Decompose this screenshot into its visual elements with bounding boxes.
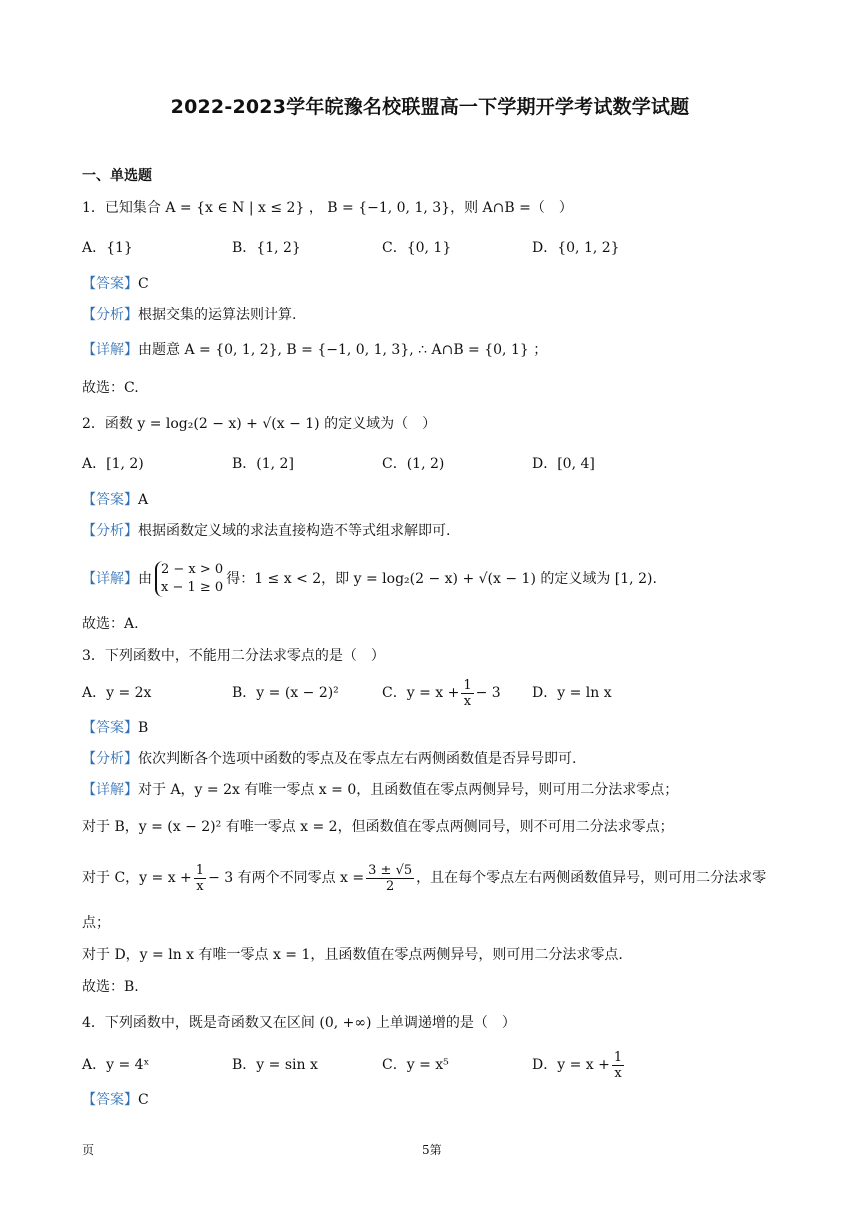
q1-option-a: A．{1} [82, 240, 133, 256]
fraction [612, 1050, 624, 1081]
analysis-tag: 【分析】 [82, 751, 138, 767]
detail-tag: 【详解】 [82, 571, 138, 587]
answer-tag: 【答案】 [82, 1092, 138, 1108]
q3-option-d: D．y = ln x [532, 685, 612, 701]
q1-conclusion: 故选：C. [82, 380, 139, 396]
q1-analysis [82, 305, 296, 325]
q4-stem: 4．下列函数中，既是奇函数又在区间 (0, +∞) 上单调递增的是（ ） [82, 1015, 516, 1031]
q3-answer [82, 718, 148, 738]
detail-text: − 3 有两个不同零点 x = [208, 870, 365, 886]
page-title: 2022-2023学年皖豫名校联盟高一下学期开学考试数学试题 [170, 96, 690, 118]
section-heading: 一、单选题 [82, 168, 152, 184]
q2-option-a: A．[1, 2) [82, 456, 144, 472]
q4-answer [82, 1090, 149, 1110]
q3-detail-a [82, 780, 678, 800]
answer-tag: 【答案】 [82, 492, 138, 508]
denominator: x [614, 1065, 622, 1081]
analysis-text: 根据函数定义域的求法直接构造不等式组求解即可. [138, 523, 451, 539]
q3-option-a: A．y = 2x [82, 685, 152, 701]
numerator: 1 [463, 677, 472, 693]
q2-detail [82, 558, 657, 600]
q3-stem: 3．下列函数中，不能用二分法求零点的是（ ） [82, 648, 385, 664]
answer-value: C [138, 1092, 149, 1108]
detail-text: 对于 A，y = 2x 有唯一零点 x = 0，且函数值在零点两侧异号，则可用二分法求零点； [138, 782, 679, 798]
q1-option-c: C．{0, 1} [382, 240, 452, 256]
q2-analysis [82, 521, 450, 541]
option-text: − 3 [475, 685, 501, 701]
q3-detail-c [82, 856, 766, 900]
q3-conclusion: 故选：B. [82, 979, 139, 995]
q1-option-b: B．{1, 2} [232, 240, 301, 256]
q3-option-b: B．y = (x − 2)² [232, 685, 339, 701]
q2-conclusion: 故选：A. [82, 616, 139, 632]
q3-analysis [82, 749, 576, 769]
fraction [194, 863, 206, 894]
fraction [461, 678, 473, 709]
q4-option-a: A．y = 4ˣ [82, 1057, 150, 1073]
option-text: D．y = x + [532, 1057, 610, 1073]
numerator: 1 [195, 862, 205, 878]
answer-value: B [138, 720, 149, 736]
inequality-2: x − 1 ≥ 0 [161, 580, 224, 595]
q2-option-b: B．(1, 2] [232, 456, 294, 472]
fraction [366, 863, 414, 894]
option-text: C．y = x + [382, 685, 460, 701]
q3-detail-d: 对于 D，y = ln x 有唯一零点 x = 1，且函数值在零点两侧异号，则可用二分法求零点. [82, 947, 623, 963]
q4-option-c: C．y = x⁵ [382, 1057, 449, 1073]
q3-detail-b: 对于 B，y = (x − 2)² 有唯一零点 x = 2，但函数值在零点两侧同号，则不可用二分法求零点； [82, 819, 674, 835]
answer-tag: 【答案】 [82, 276, 138, 292]
q2-option-c: C．(1, 2) [382, 456, 445, 472]
q2-option-d: D．[0, 4] [532, 456, 595, 472]
detail-text: 由题意 A = {0, 1, 2}, B = {−1, 0, 1, 3}, ∴ A∩B = {0, 1} ； [138, 342, 548, 358]
denominator: 2 [385, 878, 395, 894]
q1-detail [82, 340, 547, 360]
numerator: 1 [613, 1049, 623, 1065]
q1-stem: 1．已知集合 A = {x ∈ N | x ≤ 2} ， B = {−1, 0, 1, 3}，则 A∩B =（ ） [82, 200, 573, 216]
numerator: 3 ± √5 [368, 862, 413, 878]
analysis-tag: 【分析】 [82, 523, 138, 539]
analysis-text: 依次判断各个选项中函数的零点及在零点左右两侧函数值是否异号即可. [138, 751, 577, 767]
detail-text: 对于 C，y = x + [82, 870, 192, 886]
detail-tag: 【详解】 [82, 782, 138, 798]
analysis-text: 根据交集的运算法则计算. [138, 307, 297, 323]
answer-value: C [138, 276, 149, 292]
q3-detail-c-cont: 点； [82, 915, 110, 931]
q4-option-b: B．y = sin x [232, 1057, 318, 1073]
q2-stem: 2．函数 y = log₂(2 − x) + √(x − 1) 的定义域为（ ） [82, 416, 437, 432]
footer-left: 页 [82, 1143, 95, 1157]
q3-option-c [382, 673, 501, 713]
denominator: x [196, 878, 204, 894]
inequality-system [155, 561, 223, 597]
answer-tag: 【答案】 [82, 720, 138, 736]
detail-text: 由 [138, 571, 152, 587]
q1-answer [82, 274, 149, 294]
q1-option-d: D．{0, 1, 2} [532, 240, 620, 256]
answer-value: A [138, 492, 149, 508]
analysis-tag: 【分析】 [82, 307, 138, 323]
detail-tag: 【详解】 [82, 342, 138, 358]
page-number: 5第 [422, 1143, 442, 1157]
detail-text: ，且在每个零点左右两侧函数值异号，则可用二分法求零 [416, 870, 767, 886]
denominator: x [463, 693, 472, 709]
detail-text: 得：1 ≤ x < 2，即 y = log₂(2 − x) + √(x − 1) 的定义域为 [1, 2). [226, 571, 657, 587]
inequality-1: 2 − x > 0 [161, 562, 224, 577]
q4-option-d [532, 1045, 626, 1085]
q2-answer [82, 490, 148, 510]
